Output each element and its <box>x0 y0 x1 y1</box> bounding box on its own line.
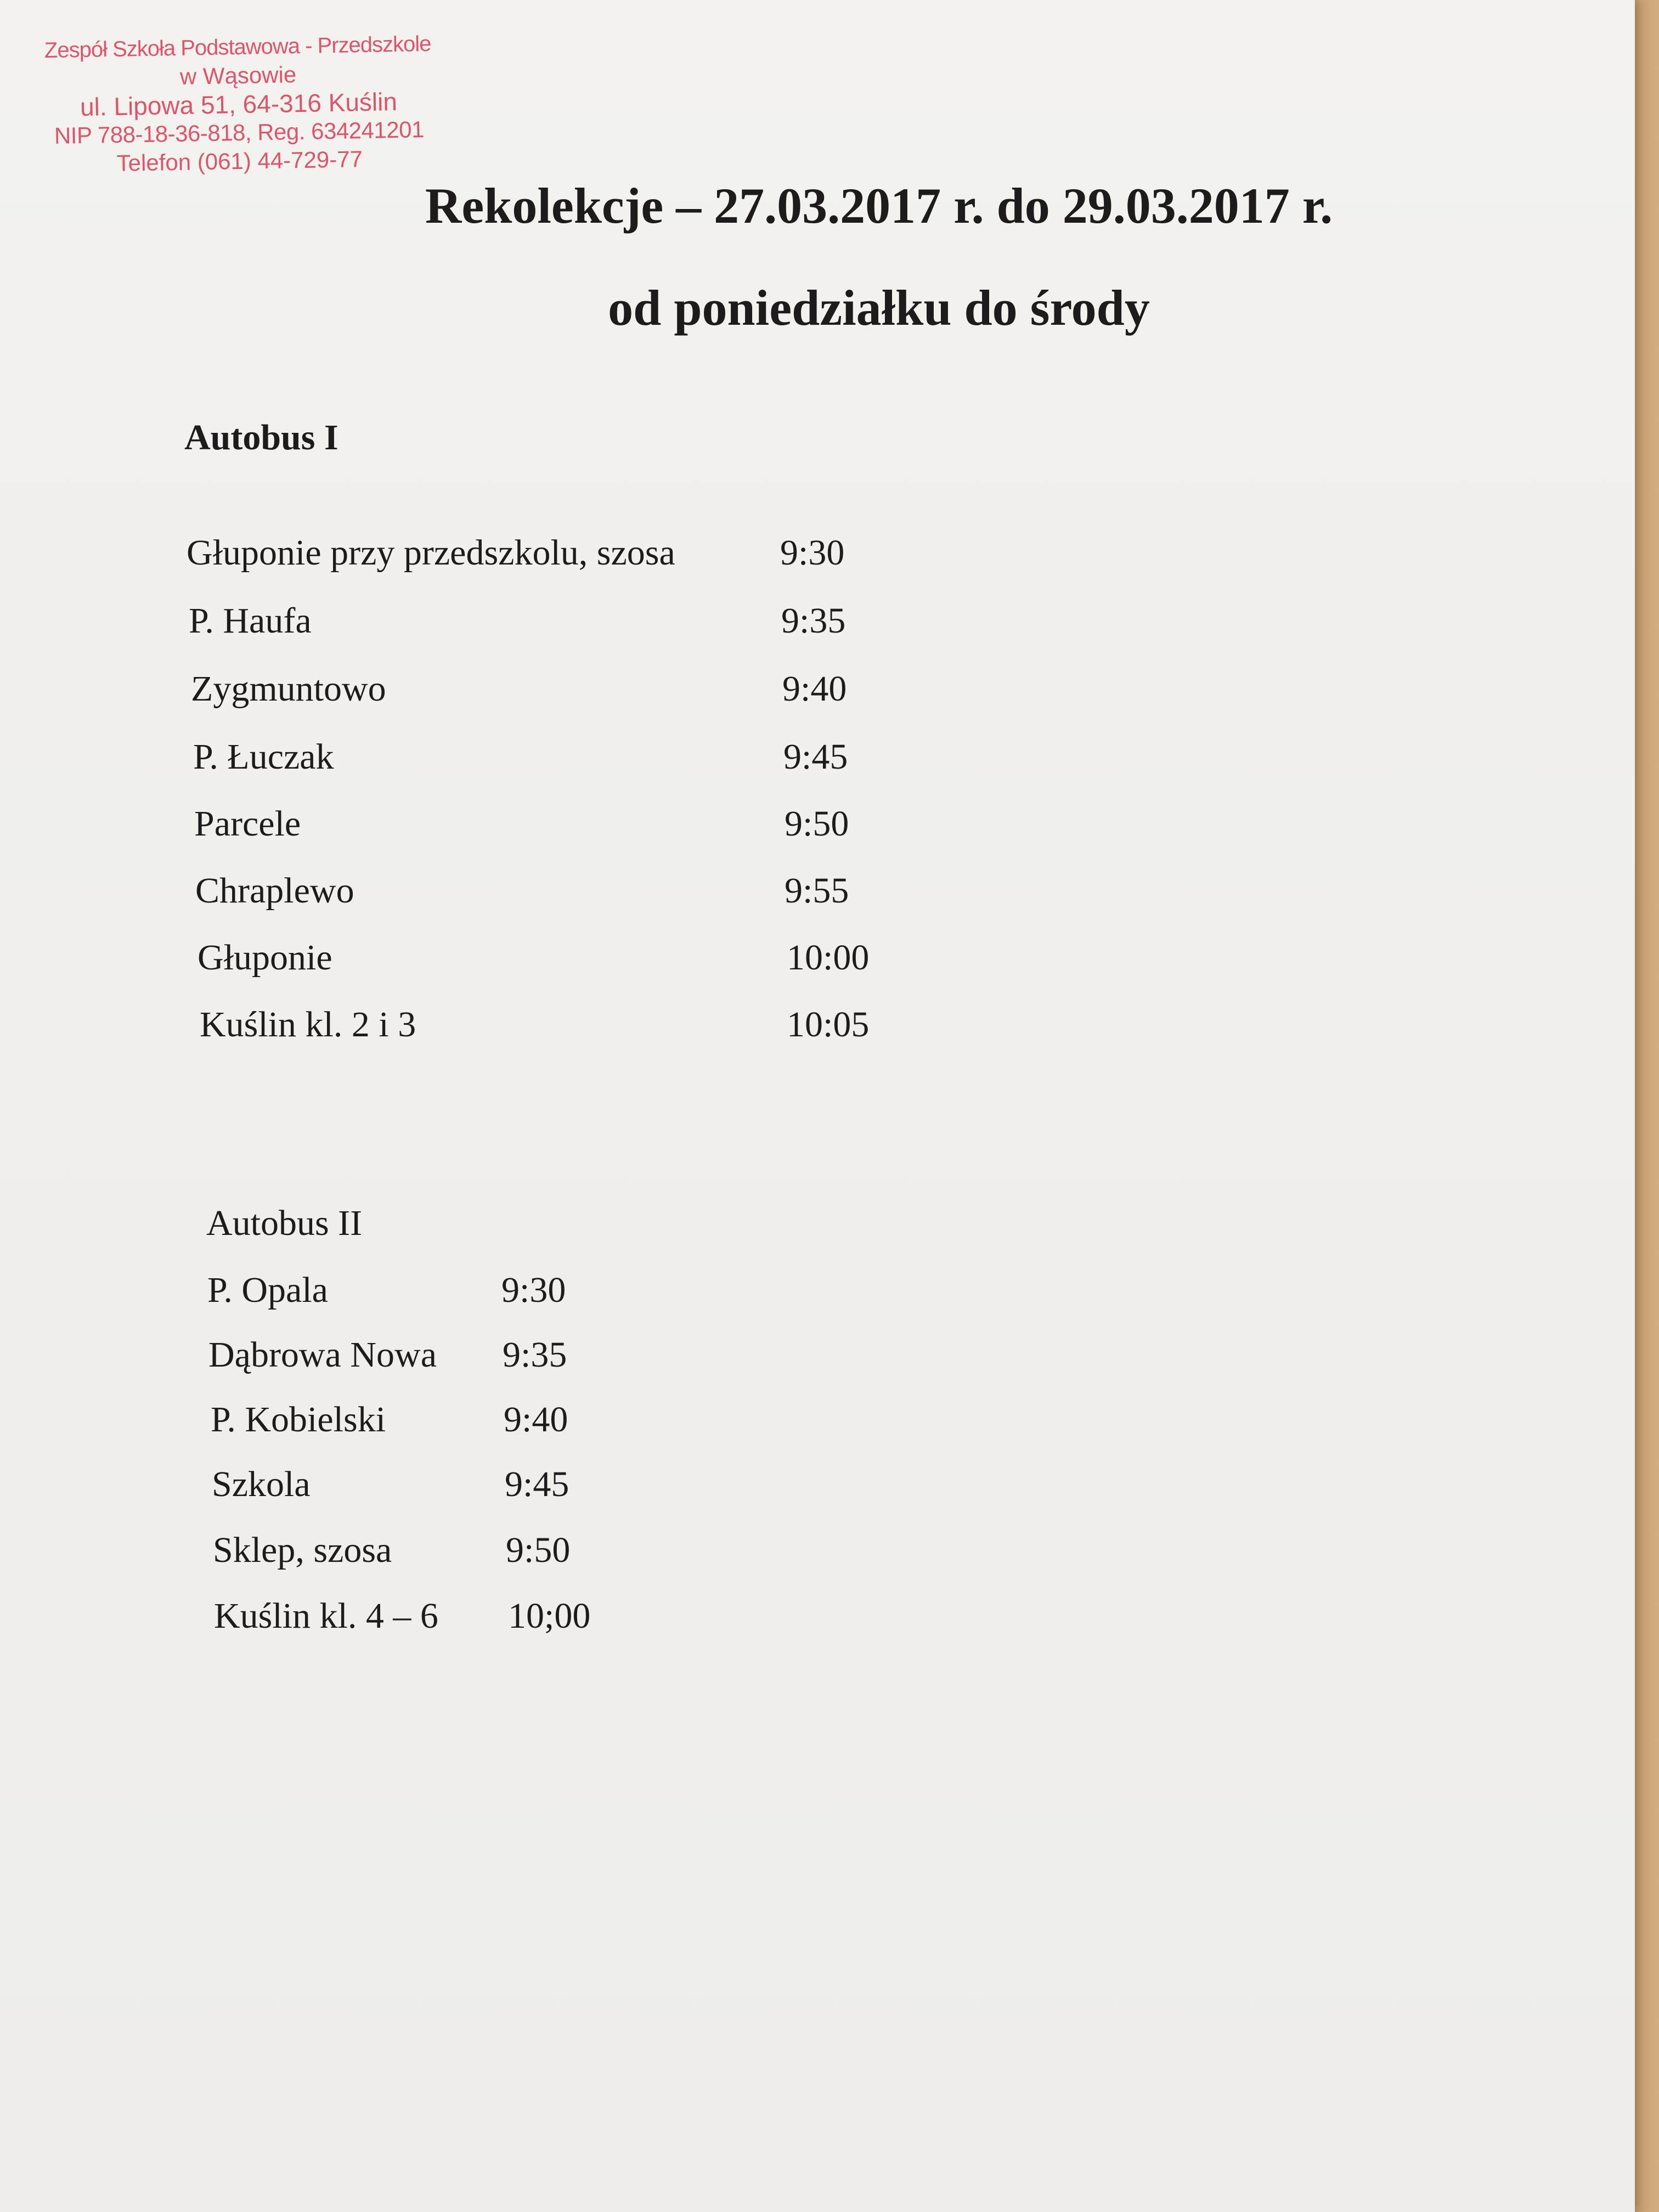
bus2-stop-time: 9:40 <box>504 1400 568 1440</box>
bus1-stop-time: 10:00 <box>787 938 870 978</box>
stamp-line-tax-ids: NIP 788-18-36-818, Reg. 634241201 <box>54 116 425 149</box>
bus2-stop-place: P. Opala <box>207 1270 328 1310</box>
bus1-stop-place: P. Haufa <box>189 601 312 641</box>
stamp-line-phone: Telefon (061) 44-729-77 <box>116 146 363 176</box>
stamp-line-location: w Wąsowie <box>179 61 297 89</box>
bus2-stop-time: 9:30 <box>501 1270 566 1310</box>
bus1-stop-time: 9:55 <box>785 871 849 911</box>
bus1-stop-place: Parcele <box>194 804 301 844</box>
page-subtitle: od poniedziałku do środy <box>608 280 1150 336</box>
school-stamp <box>32 29 445 179</box>
bus1-stop-time: 9:50 <box>785 804 849 844</box>
bus1-stop-place: Kuślin kl. 2 i 3 <box>200 1005 416 1045</box>
bus2-stop-time: 10;00 <box>508 1596 591 1636</box>
bus2-stop-place: P. Kobielski <box>211 1400 386 1440</box>
bus1-stop-time: 9:35 <box>781 601 846 641</box>
bus1-stop-place: P. Łuczak <box>193 737 334 777</box>
bus2-stop-place: Dąbrowa Nowa <box>208 1335 437 1375</box>
bus1-stop-time: 9:45 <box>783 737 848 777</box>
stamp-line-school-name: Zespół Szkoła Podstawowa - Przedszkole <box>44 31 431 63</box>
bus2-stop-place: Sklep, szosa <box>213 1530 392 1570</box>
bus1-stop-place: Głuponie przy przedszkolu, szosa <box>187 533 675 573</box>
stamp-line-address: ul. Lipowa 51, 64-316 Kuślin <box>80 87 398 122</box>
bus2-heading: Autobus II <box>206 1203 363 1243</box>
bus2-stop-time: 9:50 <box>506 1530 571 1570</box>
bus1-stop-time: 10:05 <box>787 1005 870 1045</box>
bus1-stop-place: Zygmuntowo <box>191 669 386 709</box>
bus1-heading: Autobus I <box>184 417 338 458</box>
bus2-stop-place: Kuślin kl. 4 – 6 <box>214 1596 438 1636</box>
bus1-stop-place: Chraplewo <box>195 871 354 911</box>
bus1-stop-place: Głuponie <box>198 938 332 978</box>
bus1-stop-time: 9:40 <box>782 669 847 709</box>
bus1-stop-time: 9:30 <box>780 533 845 573</box>
page-title: Rekolekcje – 27.03.2017 r. do 29.03.2017 r. <box>425 178 1333 234</box>
bus2-stop-place: Szkola <box>212 1464 311 1504</box>
bus2-stop-time: 9:35 <box>503 1335 567 1375</box>
bus2-stop-time: 9:45 <box>505 1464 569 1504</box>
